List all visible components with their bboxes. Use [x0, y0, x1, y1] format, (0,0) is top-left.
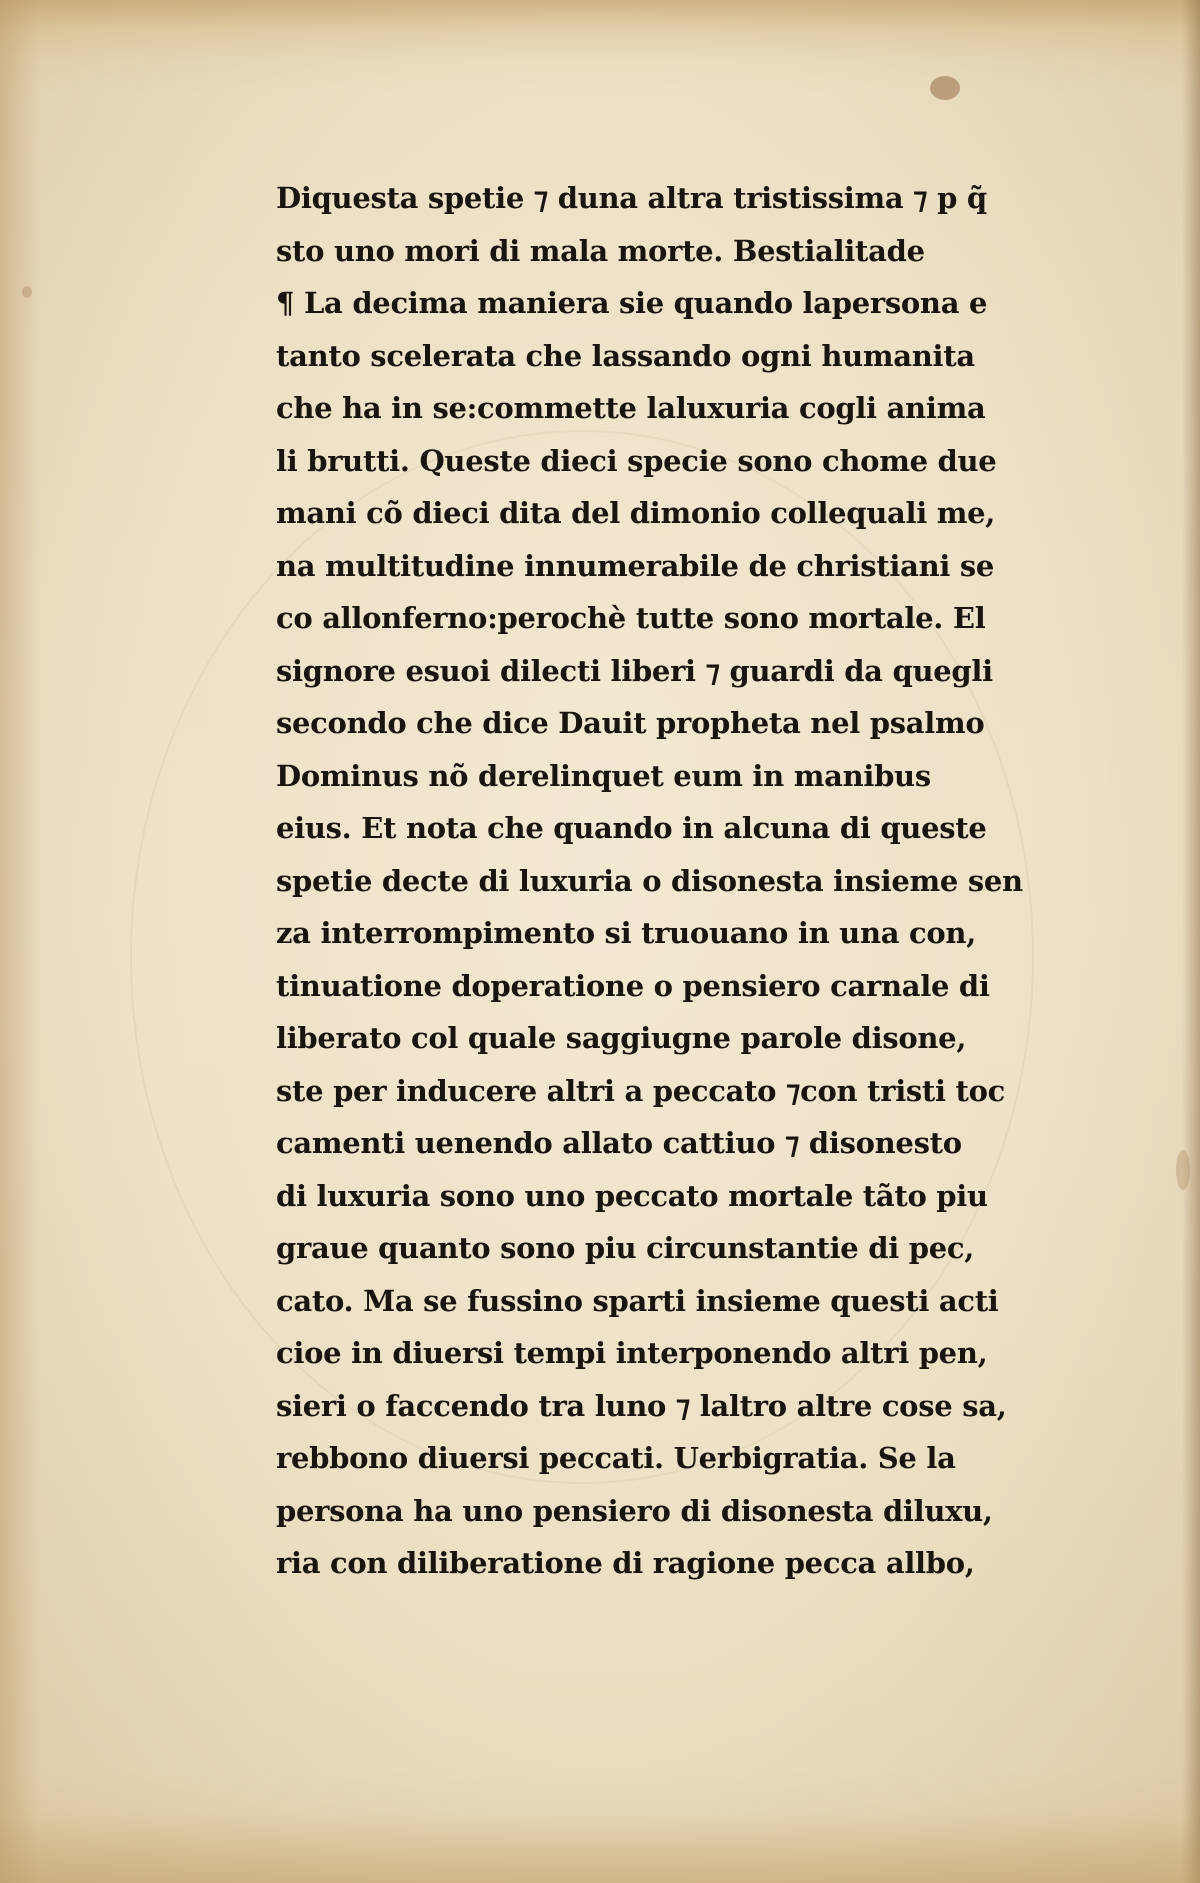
text-line: tinuatione doperatione o pensiero carnale di [276, 968, 990, 1003]
text-line: Diquesta spetie ⁊ duna altra tristissima ⁊ p q̃ [276, 181, 987, 215]
page-edge-right [1182, 0, 1200, 1883]
text-line: graue quanto sono piu circunstantie di pec, [276, 1231, 975, 1265]
text-block [276, 172, 1096, 1590]
ink-stain [930, 76, 960, 100]
text-line: tanto scelerata che lassando ogni humanita [276, 338, 975, 373]
text-line: signore esuoi dilecti liberi ⁊ guardi da quegli [276, 653, 993, 688]
text-line: ¶ La decima maniera sie quando lapersona e [276, 286, 988, 320]
text-line: di luxuria sono uno peccato mortale tãto piu [276, 1178, 988, 1213]
text-line: spetie decte di luxuria o disonesta insieme sen [276, 863, 1023, 898]
text-line: camenti uenendo allato cattiuo ⁊ disonesto [276, 1126, 962, 1160]
text-line: cato. Ma se fussino sparti insieme questi acti [276, 1283, 999, 1318]
page-edge-left [0, 0, 40, 1883]
text-line: ste per inducere altri a peccato ⁊con tristi toc [276, 1073, 1006, 1108]
text-line: mani cõ dieci dita del dimonio collequali me, [276, 496, 996, 530]
text-line: liberato col quale saggiugne parole disone, [276, 1021, 967, 1055]
paper-stain [1176, 1150, 1190, 1190]
text-line: li brutti. Queste dieci specie sono chome due [276, 443, 997, 478]
text-line: Dominus nõ derelinquet eum in manibus [276, 758, 931, 793]
text-line: eius. Et nota che quando in alcuna di queste [276, 811, 987, 845]
text-line: na multitudine innumerabile de christiani se [276, 548, 995, 583]
text-line: rebbono diuersi peccati. Uerbigratia. Se la [276, 1441, 956, 1475]
text-line: za interrompimento si truouano in una con, [276, 916, 977, 950]
page-edge-bottom [0, 1813, 1200, 1883]
page-edge-top [0, 0, 1200, 60]
text-line: sieri o faccendo tra luno ⁊ laltro altre cose sa, [276, 1388, 1007, 1423]
text-line: cioe in diuersi tempi interponendo altri pen, [276, 1336, 988, 1370]
paper-stain [22, 286, 32, 298]
text-line: co allonferno:perochè tutte sono mortale. El [276, 601, 986, 635]
text-line: sto uno mori di mala morte. Bestialitade [276, 233, 925, 268]
text-line: che ha in se:commette laluxuria cogli anima [276, 391, 986, 425]
text-line: secondo che dice Dauit propheta nel psalmo [276, 706, 985, 740]
text-line: persona ha uno pensiero di disonesta diluxu, [276, 1493, 993, 1528]
text-line: ria con diliberatione di ragione pecca allbo, [276, 1546, 975, 1580]
